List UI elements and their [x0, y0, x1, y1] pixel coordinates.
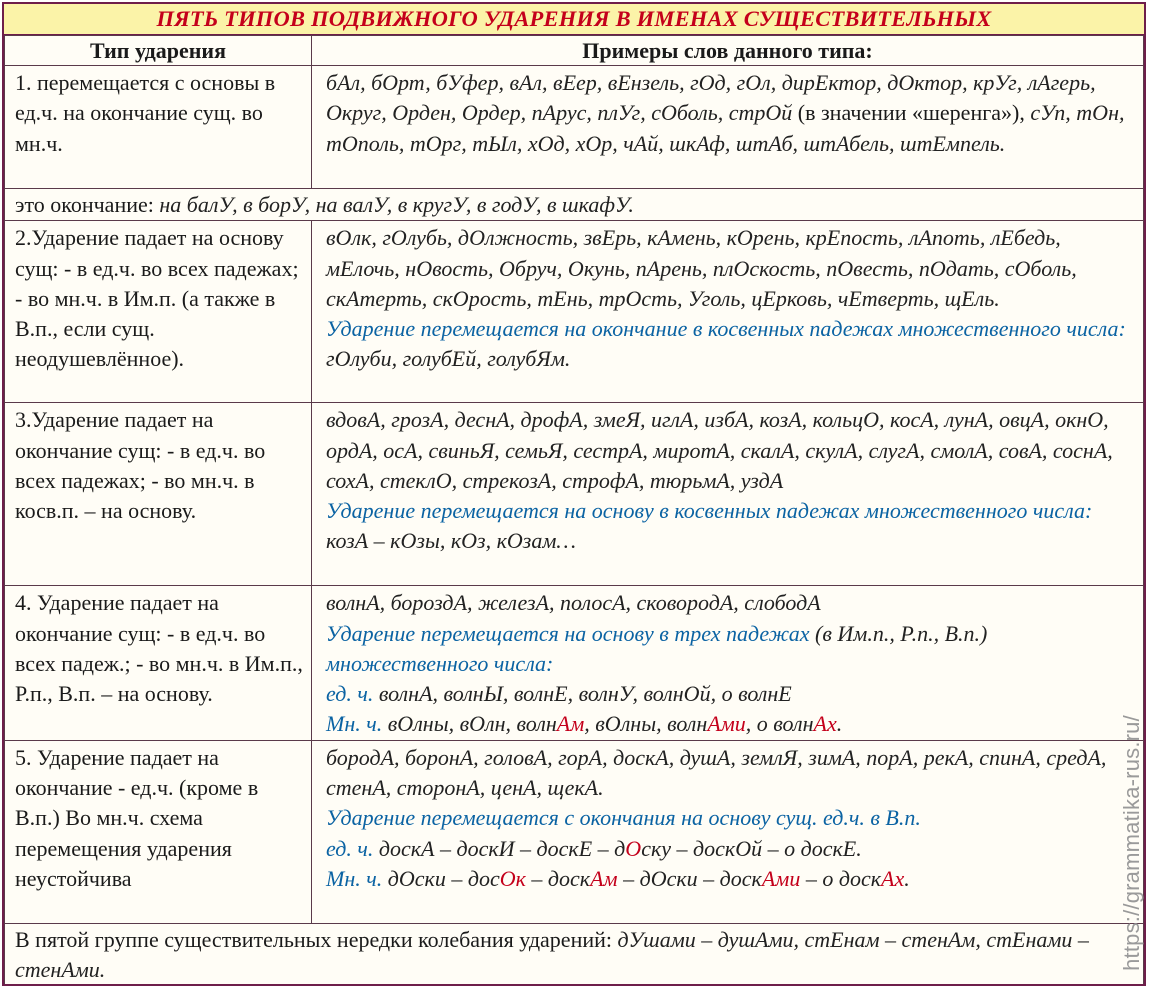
note-1 [5, 189, 1144, 221]
type-1-description: 1. перемещается с основы в ед.ч. на окончание сущ. во мн.ч. [5, 66, 312, 189]
type-4-plural-ending: Ами [707, 711, 746, 737]
footer-text: В пятой группе существительных нередки колебания ударений: [15, 926, 618, 952]
type-5-words: бородА, боронА, головА, горА, доскА, душА, землЯ, зимА, порА, рекА, спинА, средА, стенА, сторонА, ценА, щекА. [326, 744, 1107, 801]
watermark [1118, 700, 1146, 986]
type-2-note-examples: гОлуби, голубЕй, голубЯм. [326, 346, 571, 372]
type-2-note: Ударение перемещается на окончание в косвенных падежах множественного числа: [326, 316, 1126, 342]
type-5-plural-part: – доск [525, 865, 591, 891]
type-5-description: 5. Ударение падает на окончание - ед.ч. (кроме в В.п.) Во мн.ч. схема перемещения ударения неустойчива [5, 740, 312, 923]
type-4-plural-ending: Ам [556, 711, 585, 737]
table-row-type-3 [5, 403, 1144, 586]
type-5-plural-ending: Ам [590, 865, 618, 891]
footer-examples: дУшами – душАми, стЕнам – стенАм, стЕнами – стенАми. [15, 926, 1089, 983]
type-4-words: волнА, бороздА, железА, полосА, сковородА, слободА [326, 590, 821, 616]
type-4-plural-part: , о волн [745, 711, 814, 737]
type-4-examples [312, 586, 1144, 740]
table-header-row [5, 36, 1144, 66]
type-5-examples [312, 740, 1144, 923]
type-5-plural-part: – о доск [800, 865, 882, 891]
note-1-prefix: это окончание: [15, 192, 160, 217]
type-2-examples [312, 221, 1144, 403]
page-title: ПЯТЬ ТИПОВ ПОДВИЖНОГО УДАРЕНИЯ В ИМЕНАХ СУЩЕСТВИТЕЛЬНЫХ [4, 4, 1144, 35]
type-3-words: вдовА, грозА, деснА, дрофА, змеЯ, иглА, избА, козА, кольцО, косА, лунА, овцА, окнО, ордА, осА, свиньЯ, семьЯ, сестрА, миротА, скалА, скулА, слугА, смолА, совА, соснА, сохА, стеклО, стрекозА, строфА, тюрьмА, уздА [326, 407, 1113, 493]
watermark-url: https://grammatika-rus.ru/ [1119, 715, 1144, 971]
type-4-plural-ending: Ах [813, 711, 837, 737]
type-4-singular-label: ед. ч. [326, 681, 379, 707]
type-3-note: Ударение перемещается на основу в косвенных падежах множественного числа: [326, 498, 1093, 524]
table-row-type-2 [5, 221, 1144, 403]
type-4-description: 4. Ударение падает на окончание сущ: - в ед.ч. во всех падеж.; - во мн.ч. в Им.п., Р.п., В.п. – на основу. [5, 586, 312, 740]
type-5-plural-ending: Ами [761, 865, 801, 891]
footer-note [5, 923, 1144, 986]
type-4-note: Ударение перемещается на основу в трех падежах [326, 620, 810, 646]
type-2-words: вОлк, гОлубь, дОлжность, звЕрь, кАмень, кОрень, крЕпость, лАпоть, лЕбедь, мЕлочь, нОвость, Обруч, Окунь, пАрень, плОскость, пОвесть, пОдать, сОболь, скАтерть, скОрость, тЕнь, трОсть, Уголь, цЕрковь, чЕтверть, щЕль. [326, 225, 1077, 311]
type-3-note-examples: козА – кОзы, кОз, кОзам… [326, 528, 576, 554]
type-1-examples [312, 66, 1144, 189]
type-4-note-end: множественного числа: [326, 650, 554, 676]
table-row-footer [5, 923, 1144, 986]
table-row-type-1 [5, 66, 1144, 189]
stress-types-table [4, 35, 1144, 986]
type-1-words-2: сУп, тОн, тОполь, тОрг, тЫл, хОд, хОр, чАй, шкАф, штАб, штАбель, штЕмпель. [326, 100, 1125, 156]
type-5-plural-ending: Ах [881, 865, 905, 891]
stress-table-frame [2, 2, 1146, 986]
type-1-words: бАл, бОрт, бУфер, вАл, вЕер, вЕнзель, гОд, гОл, дирЕктор, дОктор, крУг, лАгерь, Округ, Орден, Ордер, пАрус, плУг, сОболь, стрОй [326, 70, 1096, 126]
type-3-examples [312, 403, 1144, 586]
type-4-plural-part: вОлны, вОлн, волн [387, 711, 557, 737]
type-5-note: Ударение перемещается с окончания на основу сущ. ед.ч. в В.п. [326, 805, 921, 831]
note-1-examples: на балУ, в борУ, на валУ, в кругУ, в годУ, в шкафУ. [159, 192, 634, 217]
type-5-singular-part: доскА – доскИ – доскЕ – д [378, 835, 626, 861]
type-5-plural-part: . [904, 865, 910, 891]
type-4-singular-forms: волнА, волнЫ, волнЕ, волнУ, волнОй, о волнЕ [378, 681, 792, 707]
type-2-description: 2.Ударение падает на основу сущ: - в ед.ч. во всех падежах; - во мн.ч. в Им.п. (а также в В.п., если сущ. неодушевлённое). [5, 221, 312, 403]
table-row-type-5 [5, 740, 1144, 923]
type-4-plural-part: , вОлны, волн [584, 711, 708, 737]
header-stress-type: Тип ударения [5, 36, 312, 66]
type-5-singular-label: ед. ч. [326, 835, 379, 861]
type-5-plural-part: – дОски – доск [617, 865, 762, 891]
type-4-plural-label: Мн. ч. [326, 711, 388, 737]
type-5-plural-ending: Ок [499, 865, 526, 891]
table-row-note-1 [5, 189, 1144, 221]
type-4-note-cases: (в Им.п., Р.п., В.п.) [809, 620, 988, 646]
type-5-plural-part: дОски – дос [387, 865, 500, 891]
type-5-plural-label: Мн. ч. [326, 865, 388, 891]
type-1-gloss: (в значении «шеренга»), [792, 100, 1031, 126]
type-5-singular-part: ску – доскОй – о доскЕ. [641, 835, 862, 861]
header-examples: Примеры слов данного типа: [312, 36, 1144, 66]
table-row-type-4 [5, 586, 1144, 740]
type-4-plural-part: . [836, 711, 843, 737]
type-3-description: 3.Ударение падает на окончание сущ: - в ед.ч. во всех падежах; - во мн.ч. в косв.п. – на основу. [5, 403, 312, 586]
type-5-singular-stress: О [625, 835, 642, 861]
